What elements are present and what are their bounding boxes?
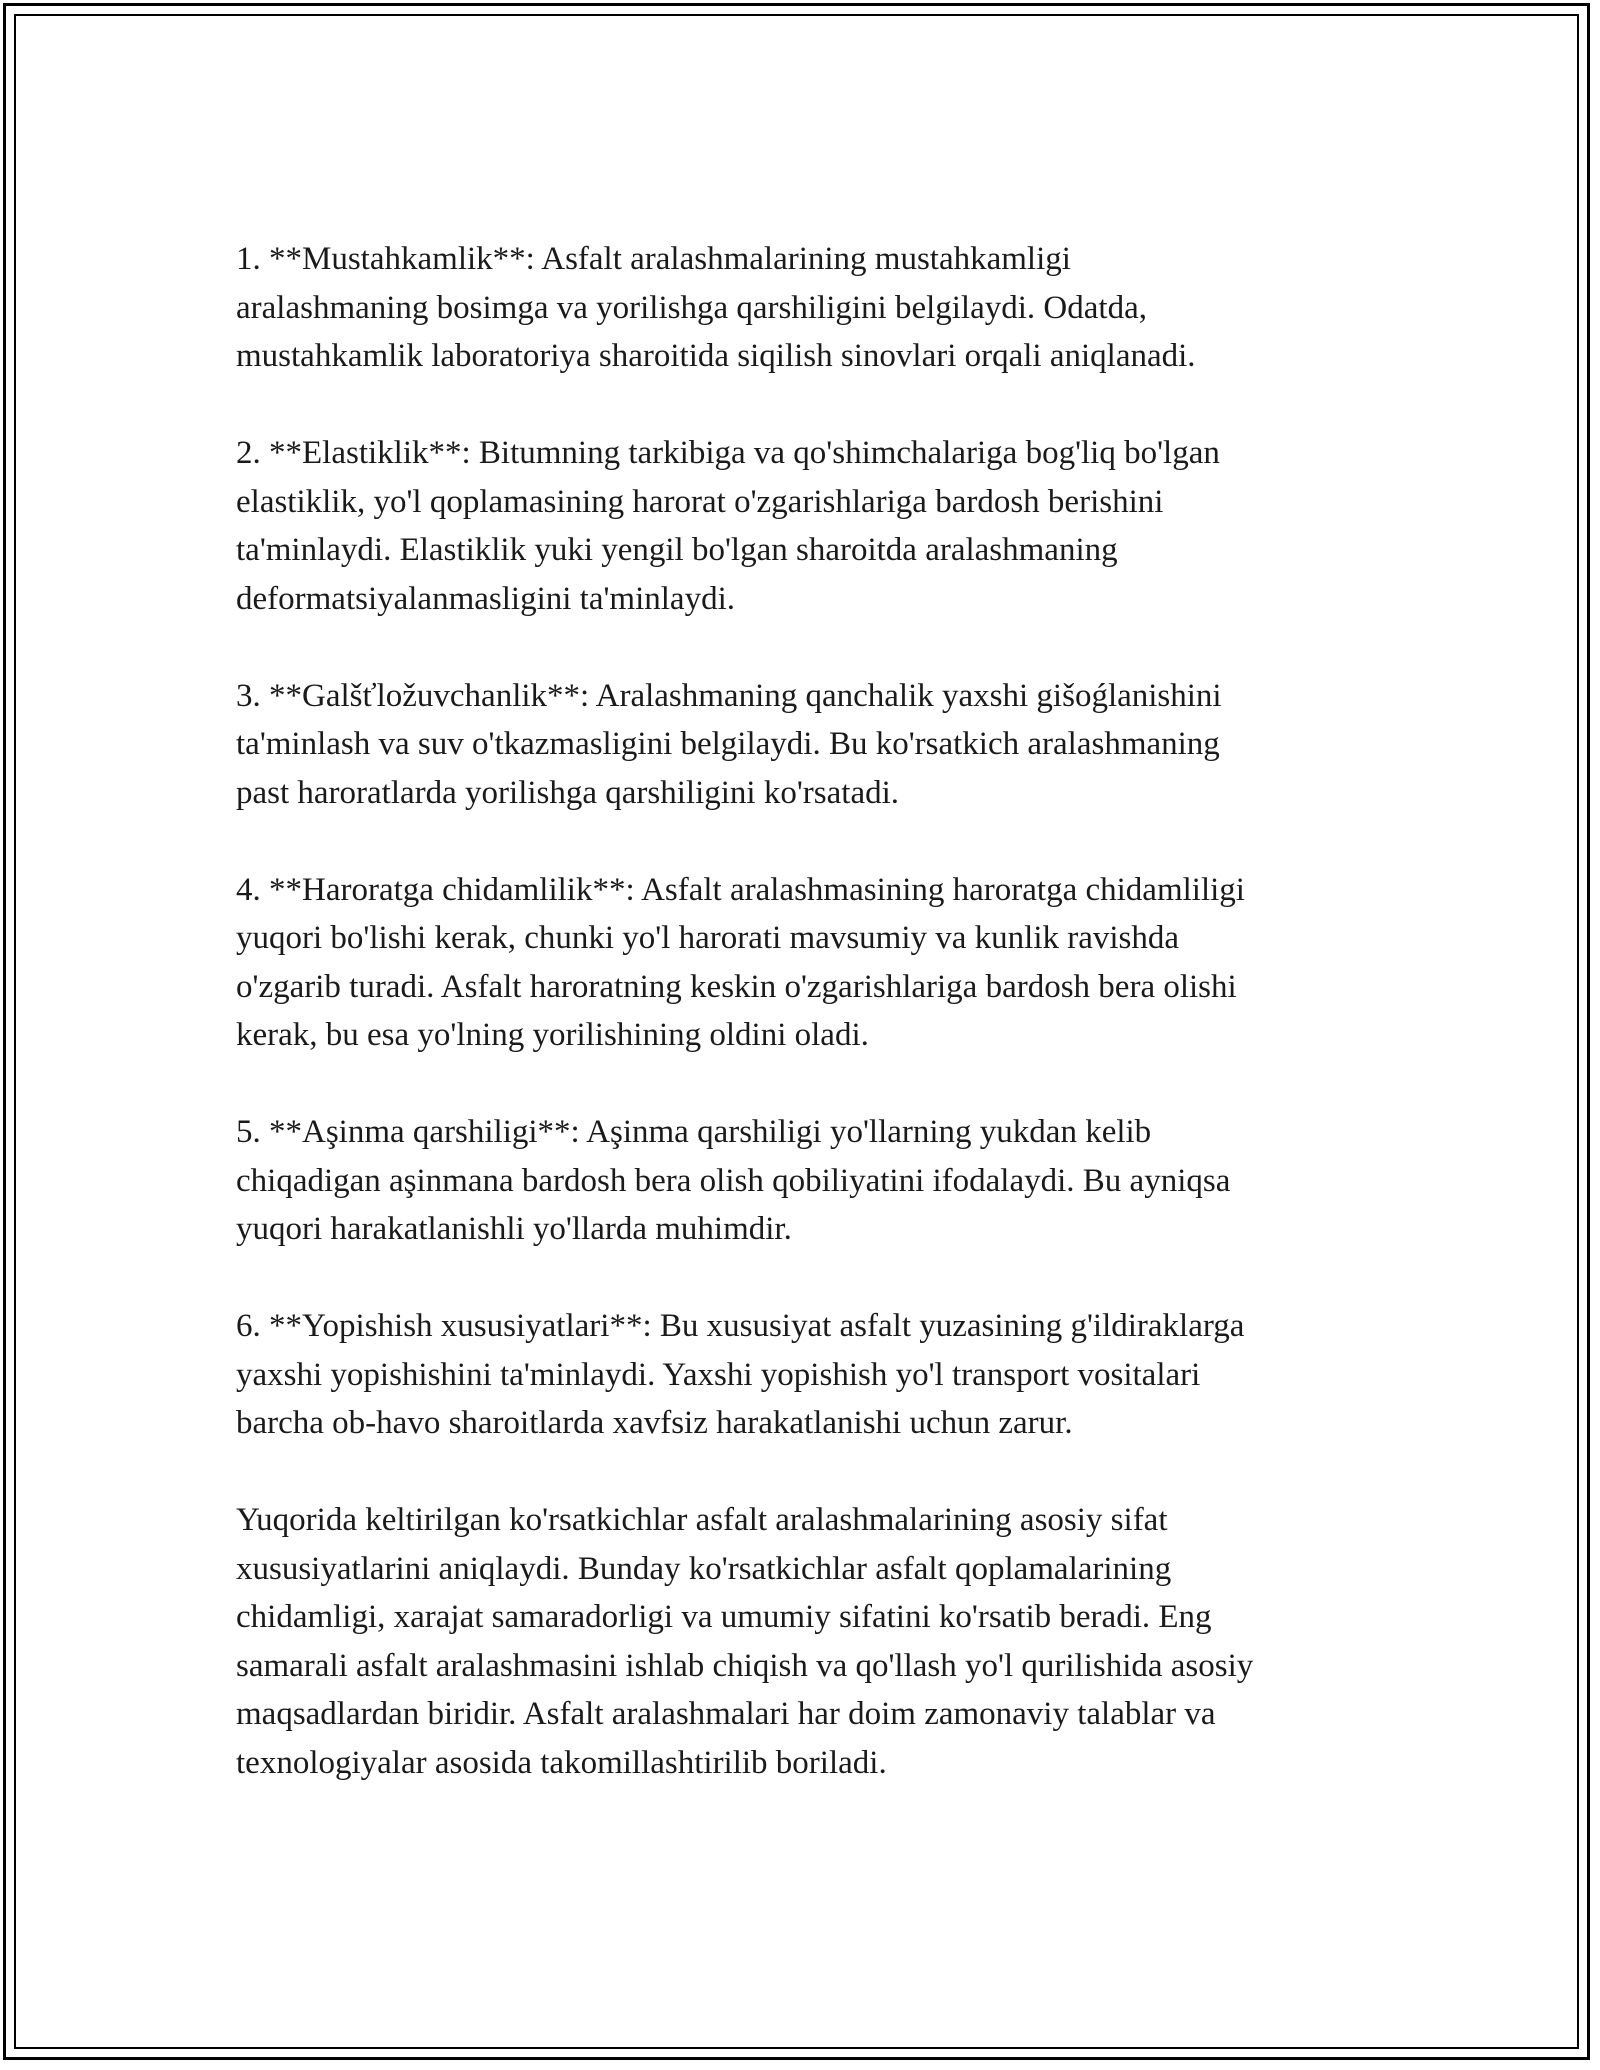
paragraph-heat-resistance: 4. **Haroratga chidamlilik**: Asfalt aralashmasining haroratga chidamliligi yuqori bo'lishi kerak, chunki yo'l harorati mavsumiy va kunlik ravishda o'zgarib turadi. Asfalt haroratning keskin o'zgarishlariga bardosh bera olishi kerak, bu esa yo'lning yorilishining oldini oladi. [236, 871, 1245, 1053]
paragraph-elasticity: 2. **Elastiklik**: Bitumning tarkibiga va qo'shimchalariga bog'liq bo'lgan elastiklik, yo'l qoplamasining harorat o'zgarishlariga bardosh berishini ta'minlaydi. Elastiklik yuki yengil bo'lgan sharoitda aralashmaning deformatsiyalanmasligini ta'minlaydi. [236, 435, 1220, 617]
paragraph-adhesion: 6. **Yopishish xususiyatlari**: Bu xususiyat asfalt yuzasining g'ildiraklarga yaxshi yopishishini ta'minlaydi. Yaxshi yopishish yo'l transport vositalari barcha ob-havo sharoitlarda xavfsiz harakatlanishi uchun zarur. [236, 1308, 1245, 1441]
paragraph-wear-resistance: 5. **Aşinma qarshiligi**: Aşinma qarshiligi yo'llarning yukdan kelib chiqadigan aşinmana bardosh bera olish qobiliyatini ifodalaydi. Bu ayniqsa yuqori harakatlanishli yo'llarda muhimdir. [236, 1114, 1231, 1247]
paragraph-conclusion: Yuqorida keltirilgan ko'rsatkichlar asfalt aralashmalarining asosiy sifat xususiyatlarini aniqlaydi. Bunday ko'rsatkichlar asfalt qoplamalarining chidamligi, xarajat samaradorligi va umumiy sifatini ko'rsatib beradi. Eng samarali asfalt aralashmasini ishlab chiqish va qo'llash yo'l qurilishida asosiy maqsadlardan biridir. Asfalt aralashmalari har doim zamonaviy talablar va texnologiyalar asosida takomillashtirilib boriladi. [236, 1502, 1254, 1781]
paragraph-strength: 1. **Mustahkamlik**: Asfalt aralashmalarining mustahkamligi aralashmaning bosimga va yorilishga qarshiligini belgilaydi. Odatda, mustahkamlik laboratoriya sharoitida siqilish sinovlari orqali aniqlanadi. [236, 241, 1196, 374]
document-body [236, 235, 1416, 1787]
paragraph-compaction: 3. **Galšťložuvchanlik**: Aralashmaning qanchalik yaxshi gišoǵlanishini ta'minlash va suv o'tkazmasligini belgilaydi. Bu ko'rsatkich aralashmaning past haroratlarda yorilishga qarshiligini ko'rsatadi. [236, 677, 1222, 811]
